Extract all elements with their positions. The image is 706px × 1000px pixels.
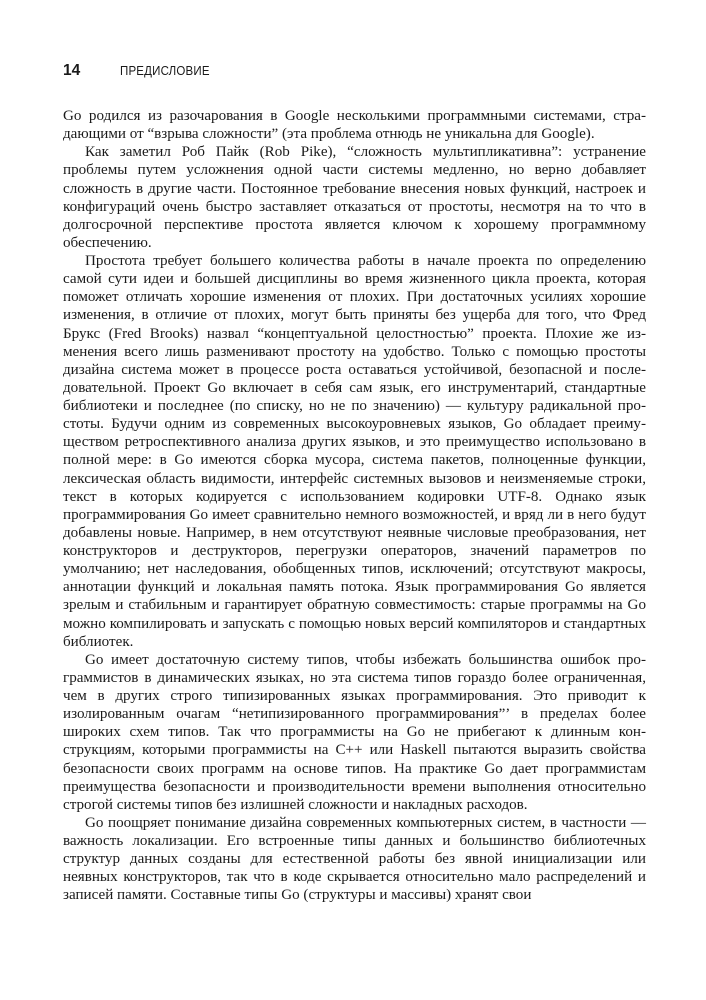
paragraph: Go родился из разочарования в Google несколькими программными системами, страдающими от “взрыва сложности” (эта проблема отнюдь не уникальна для Google). xyxy=(63,108,646,143)
paragraph: Простота требует большего количества работы в начале проекта по определению самой сути идеи и большей дисциплины во время жизненного цикла проекта, которая поможет отличать хорошие изменения от плохих. При достаточных усилиях хорошие изменения, в отличие от плохих, могут быть приняты без ущерба для того, что Фред Брукс (Fred Brooks) назвал “концептуальной целостностью” проекта. Плохие же изменения всего лишь разменивают простоту на удобство. Только с помощью простоты дизайна система может в процессе роста оставаться устойчивой, безопасной и последовательной. Проект Go включает в себя сам язык, его инструментарий, стандартные библиотеки и последнее (по списку, но не по значению) — культуру радикальной простоты. Будучи одним из современных высокоуровневых языков, Go обладает преимуществом ретроспективного анализа других языков, и это преимущество использовано в полной мере: в Go имеются сборка мусора, система пакетов, полноценные функции, лексическая область видимости, интерфейс системных вызовов и неизменяемые строки, текст в которых кодируется с использованием кодировки UTF-8. Однако язык программирования Go имеет сравнительно немного возможностей, и вряд ли в него будут добавлены новые. Например, в нем отсутствуют неявные числовые преобразования, нет конструкторов и деструкторов, перегрузки операторов, значений параметров по умолчанию; нет наследования, обобщенных типов, исключений; отсутствуют макросы, аннотации функций и локальная память потока. Язык программирования Go является зрелым и стабильным и гарантирует обратную совместимость: старые программы на Go можно компилировать и запускать с помощью новых версий компиляторов и стандартных библиотек. xyxy=(63,253,646,650)
paragraph: Как заметил Роб Пайк (Rob Pike), “сложность мультипликативна”: устранение проблемы путем усложнения одной части системы медленно, но верно добавляет сложность в другие части. Постоянное требование внесения новых функций, настроек и конфигураций очень быстро заставляет отказаться от простоты, несмотря на то что в долгосрочной перспективе простота является ключом к хорошему программному обеспечению. xyxy=(63,144,646,251)
book-page xyxy=(63,62,646,905)
page-header xyxy=(63,62,646,84)
paragraph: Go имеет достаточную систему типов, чтобы избежать большинства ошибок программистов в динамических языках, но эта система типов гораздо более ограниченная, чем в других строго типизированных языках программирования. Это приводит к изолированным очагам “нетипизированного программирования”’ в пределах более широких схем типов. Так что программисты на Go не прибегают к длинным конструкциям, которыми программисты на C++ или Haskell пытаются выразить свойства безопасности своих программ на основе типов. На практике Go дает программистам преимущества безопасности и производительности времени выполнения относительно строгой системы типов без излишней сложности и накладных расходов. xyxy=(63,651,646,813)
paragraph: Go поощряет понимание дизайна современных компьютерных систем, в частности — важность локализации. Его встроенные типы данных и большинство библиотечных структур данных созданы для естественной работы без явной инициализации или неявных конструкторов, так что в коде скрывается относительно мало распределений и записей памяти. Составные типы Go (структуры и массивы) хранят свои xyxy=(63,814,646,904)
running-head: ПРЕДИСЛОВИЕ xyxy=(120,64,210,78)
body-text xyxy=(63,107,646,905)
page-number: 14 xyxy=(63,62,81,79)
